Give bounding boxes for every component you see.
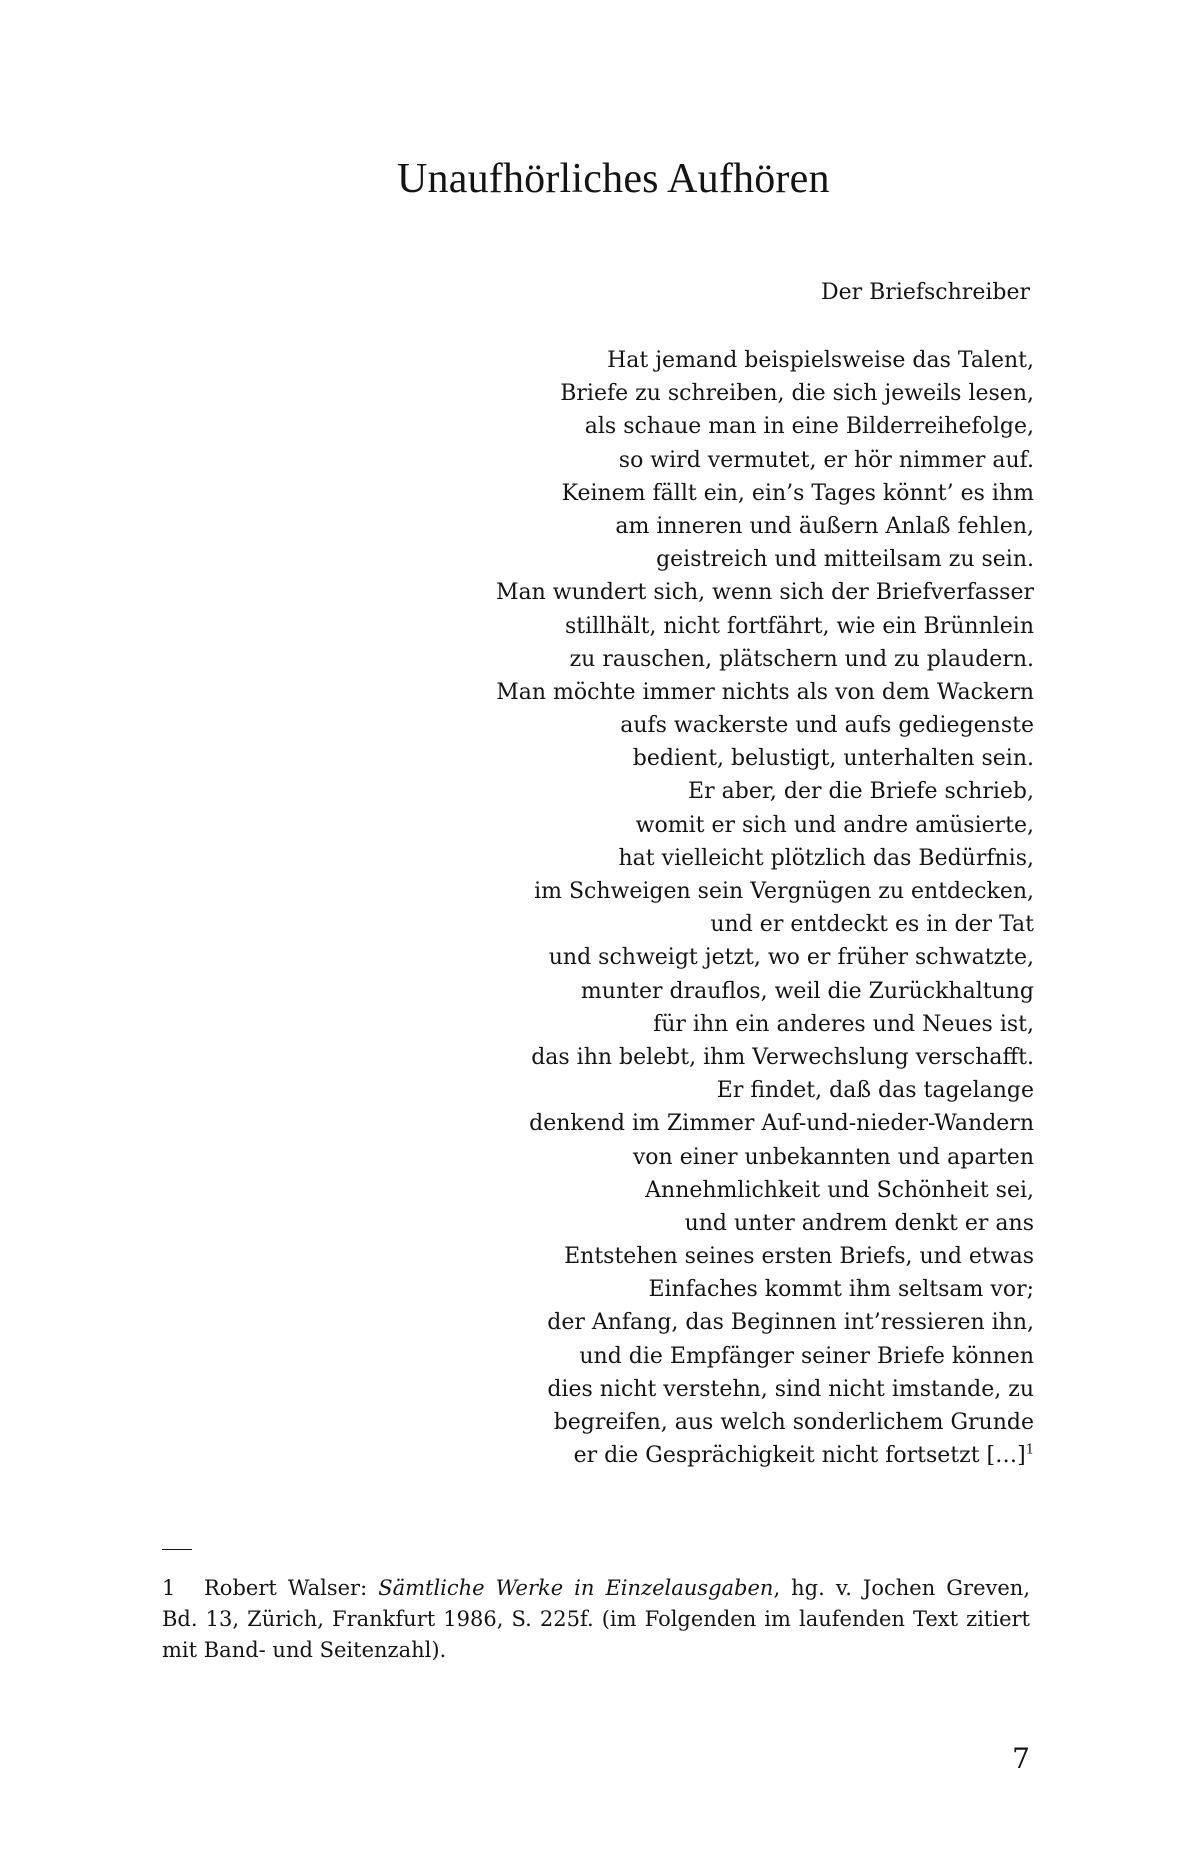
poem-line: Briefe zu schreiben, die sich jeweils lesen, bbox=[560, 381, 1034, 407]
poem-line: Er aber, der die Briefe schrieb, bbox=[688, 779, 1034, 805]
poem-line: geistreich und mitteilsam zu sein. bbox=[656, 547, 1034, 573]
poem-line: Einfaches kommt ihm seltsam vor; bbox=[648, 1277, 1034, 1303]
poem bbox=[134, 344, 1034, 1472]
poem-line: Man wundert sich, wenn sich der Briefverfasser bbox=[495, 580, 1034, 606]
poem-line: stillhält, nicht fortfährt, wie ein Brünnlein bbox=[565, 613, 1034, 639]
poem-line: hat vielleicht plötzlich das Bedürfnis, bbox=[618, 845, 1034, 871]
poem-line: von einer unbekannten und aparten bbox=[632, 1144, 1034, 1170]
poem-line: Annehmlichkeit und Schönheit sei, bbox=[645, 1177, 1034, 1203]
poem-line: das ihn belebt, ihm Verwechslung verschafft. bbox=[531, 1044, 1034, 1070]
footnote-work-title: Sämtliche Werke in Einzelausgaben bbox=[378, 1576, 774, 1600]
page-number: 7 bbox=[1012, 1742, 1030, 1775]
footnote-number: 1 bbox=[162, 1576, 176, 1600]
poem-line: so wird vermutet, er hör nimmer auf. bbox=[618, 447, 1034, 473]
poem-line: aufs wackerste und aufs gediegenste bbox=[620, 713, 1034, 739]
poem-line: womit er sich und andre amüsierte, bbox=[635, 812, 1034, 838]
poem-line: am inneren und äußern Anlaß fehlen, bbox=[615, 513, 1034, 539]
poem-line: der Anfang, das Beginnen int’ressieren ihn, bbox=[547, 1310, 1034, 1336]
poem-line: als schaue man in eine Bilderreihefolge, bbox=[584, 414, 1034, 440]
footnote-author: Robert Walser: bbox=[204, 1576, 379, 1600]
poem-line: und er entdeckt es in der Tat bbox=[710, 912, 1034, 938]
poem-line: dies nicht verstehn, sind nicht imstande, zu bbox=[547, 1376, 1034, 1402]
footnote-marker: 1 bbox=[1025, 1442, 1034, 1458]
poem-line: denkend im Zimmer Auf-und-nieder-Wandern bbox=[529, 1111, 1034, 1137]
poem-line: begreifen, aus welch sonderlichem Grunde bbox=[553, 1410, 1034, 1435]
poem-line: Keinem fällt ein, ein’s Tages könnt’ es ihm bbox=[561, 480, 1034, 506]
footnote-divider bbox=[162, 1549, 192, 1550]
poem-title: Der Briefschreiber bbox=[820, 280, 1030, 305]
poem-line: und unter andrem denkt er ans bbox=[684, 1210, 1034, 1236]
poem-line: für ihn ein anderes und Neues ist, bbox=[653, 1011, 1034, 1037]
poem-line-last bbox=[134, 1439, 1034, 1472]
poem-line: im Schweigen sein Vergnügen zu entdecken, bbox=[534, 879, 1034, 904]
poem-line: Er findet, daß das tagelange bbox=[716, 1078, 1034, 1104]
poem-line: Man möchte immer nichts als von dem Wackern bbox=[496, 679, 1034, 705]
chapter-title: Unaufhörliches Aufhören bbox=[397, 156, 830, 202]
poem-line: und die Empfänger seiner Briefe können bbox=[579, 1343, 1034, 1369]
poem-line: munter drauflos, weil die Zurückhaltung bbox=[580, 978, 1034, 1004]
poem-line: zu rauschen, plätschern und zu plaudern. bbox=[569, 646, 1034, 672]
poem-line: Entstehen seines ersten Briefs, und etwas bbox=[564, 1244, 1034, 1270]
poem-line: bedient, belustigt, unterhalten sein. bbox=[632, 746, 1034, 772]
poem-line: Hat jemand beispielsweise das Talent, bbox=[607, 348, 1034, 373]
poem-line-text: er die Gesprächigkeit nicht fortsetzt […] bbox=[573, 1443, 1026, 1469]
poem-line: und schweigt jetzt, wo er früher schwatzte, bbox=[548, 945, 1034, 971]
footnote bbox=[162, 1573, 1030, 1666]
footnote-text: , hg. v. Jochen Greven, Bd. 13, Zürich, Frankfurt 1986, S. 225f. (im Folgenden im laufenden Text zitiert mit Band- und Seitenzahl). bbox=[162, 1576, 1031, 1662]
